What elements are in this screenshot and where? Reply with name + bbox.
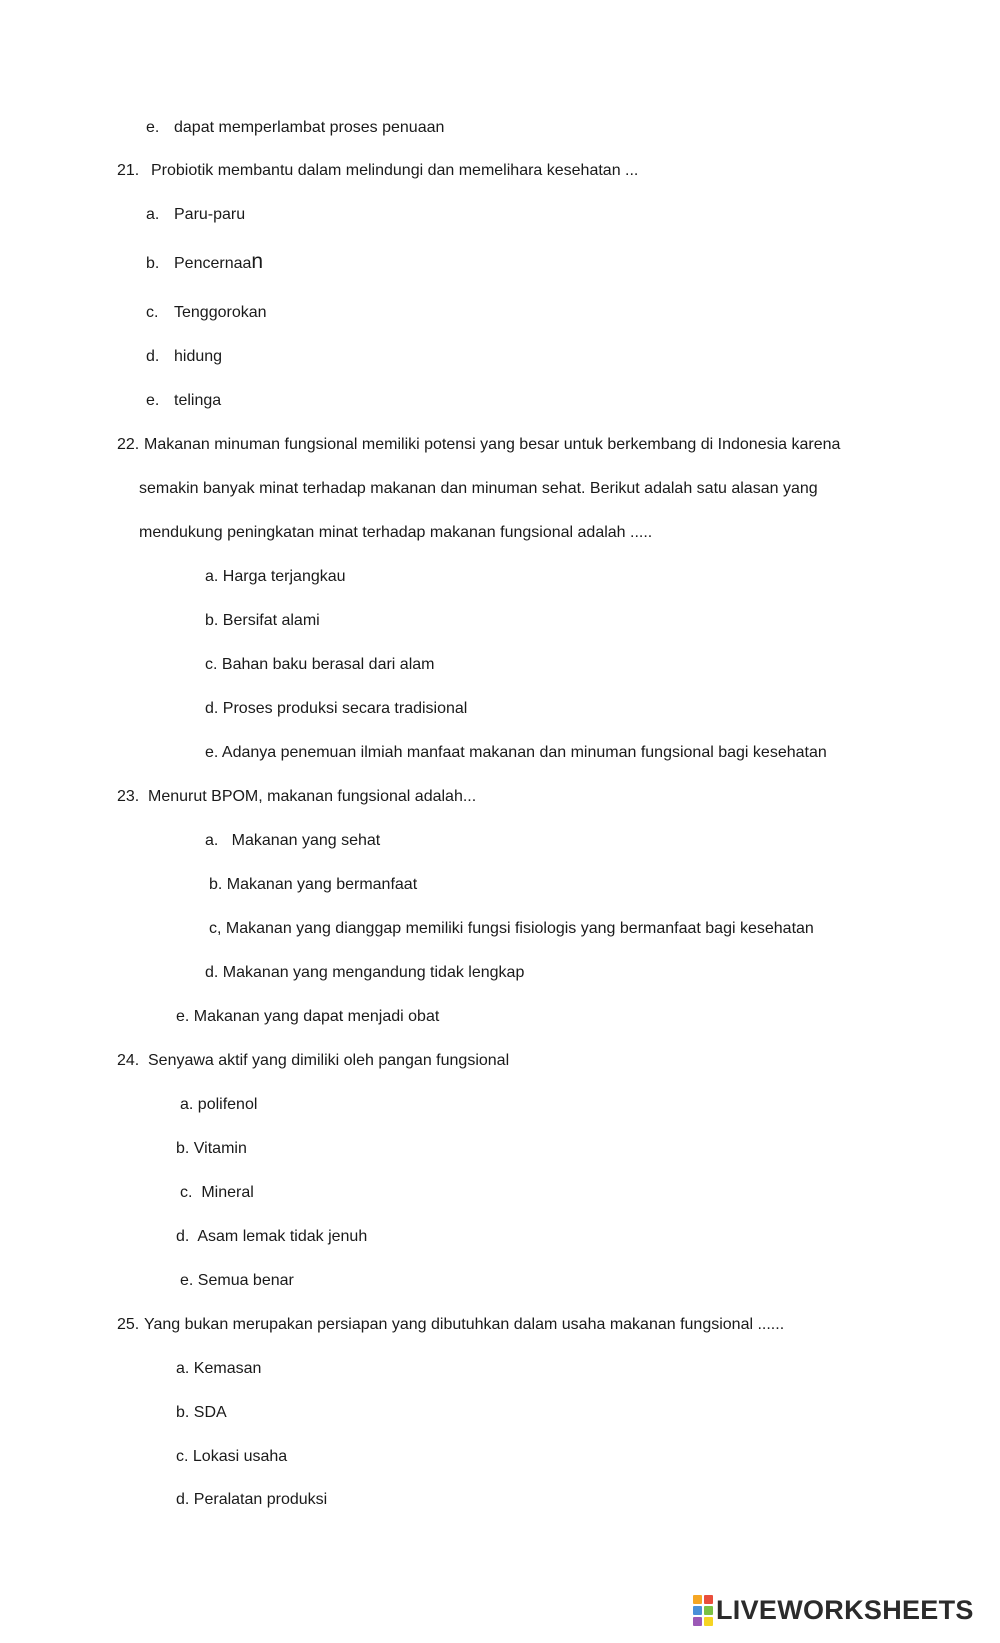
- question-text: Yang bukan merupakan persiapan yang dibutuhkan dalam usaha makanan fungsional ......: [144, 1316, 785, 1333]
- q24-option-d: d. Asam lemak tidak jenuh: [176, 1228, 368, 1245]
- option-marker: a.: [146, 206, 160, 223]
- q21-option-a: [146, 205, 245, 225]
- option-text: Pencernaa: [174, 255, 252, 272]
- q21-option-e: [146, 391, 221, 411]
- q22-option-d: d. Proses produksi secara tradisional: [205, 700, 468, 717]
- question-22: [117, 435, 840, 455]
- q22-option-a: a. Harga terjangkau: [205, 568, 346, 585]
- q25-option-b: b. SDA: [176, 1404, 227, 1421]
- logo-square: [704, 1617, 713, 1626]
- question-text-line-1: Makanan minuman fungsional memiliki potensi yang besar untuk berkembang di Indonesia karena: [144, 436, 841, 453]
- question-number: 23.: [117, 788, 140, 805]
- question-text: Senyawa aktif yang dimiliki oleh pangan fungsional: [148, 1052, 510, 1069]
- q22-option-c: c. Bahan baku berasal dari alam: [205, 656, 435, 673]
- question-25: [117, 1315, 784, 1335]
- question-text: Menurut BPOM, makanan fungsional adalah...: [148, 788, 477, 805]
- prev-option-e: [146, 118, 444, 138]
- question-number: 22.: [117, 436, 140, 453]
- question-number: 21.: [117, 162, 140, 179]
- q21-option-b: [146, 252, 263, 274]
- q21-option-d: [146, 347, 222, 367]
- logo-square: [693, 1606, 702, 1615]
- option-marker: b.: [146, 255, 160, 272]
- q24-option-e: e. Semua benar: [180, 1272, 294, 1289]
- liveworksheets-logo: [693, 1595, 974, 1625]
- option-text: Paru-paru: [174, 206, 246, 223]
- q23-option-d: d. Makanan yang mengandung tidak lengkap: [205, 964, 525, 981]
- option-text: dapat memperlambat proses penuaan: [174, 119, 445, 136]
- q22-option-e: e. Adanya penemuan ilmiah manfaat makanan dan minuman fungsional bagi kesehatan: [205, 744, 827, 761]
- option-marker: d.: [146, 348, 160, 365]
- q24-option-c: c. Mineral: [180, 1184, 254, 1201]
- liveworksheets-logo-icon: [693, 1595, 713, 1626]
- q23-option-a: a. Makanan yang sehat: [205, 832, 381, 849]
- option-text: Tenggorokan: [174, 304, 267, 321]
- q23-option-b: b. Makanan yang bermanfaat: [209, 876, 418, 893]
- option-text: telinga: [174, 392, 222, 409]
- q23-option-c: c, Makanan yang dianggap memiliki fungsi fisiologis yang bermanfaat bagi kesehatan: [209, 920, 814, 937]
- q21-option-c: [146, 303, 267, 323]
- q24-option-a: a. polifenol: [180, 1096, 258, 1113]
- q25-option-d: d. Peralatan produksi: [176, 1491, 328, 1508]
- question-number: 25.: [117, 1316, 140, 1333]
- option-marker: e.: [146, 392, 160, 409]
- option-text-tail: n: [251, 250, 264, 273]
- q23-option-e: e. Makanan yang dapat menjadi obat: [176, 1008, 440, 1025]
- question-24: [117, 1051, 509, 1071]
- option-marker: c.: [146, 304, 159, 321]
- option-text: hidung: [174, 348, 223, 365]
- q24-option-b: b. Vitamin: [176, 1140, 247, 1157]
- q25-option-a: a. Kemasan: [176, 1360, 262, 1377]
- logo-square: [704, 1606, 713, 1615]
- question-22-line-3: mendukung peningkatan minat terhadap makanan fungsional adalah .....: [139, 524, 653, 541]
- logo-text: LIVEWORKSHEETS: [716, 1594, 974, 1625]
- question-23: [117, 787, 476, 807]
- logo-square: [693, 1595, 702, 1604]
- logo-square: [693, 1617, 702, 1626]
- q22-option-b: b. Bersifat alami: [205, 612, 320, 629]
- question-text: Probiotik membantu dalam melindungi dan memelihara kesehatan ...: [151, 162, 639, 179]
- question-21: [117, 161, 638, 181]
- option-marker: e.: [146, 119, 160, 136]
- question-22-line-2: semakin banyak minat terhadap makanan dan minuman sehat. Berikut adalah satu alasan yang: [139, 480, 818, 497]
- question-number: 24.: [117, 1052, 140, 1069]
- q25-option-c: c. Lokasi usaha: [176, 1448, 288, 1465]
- logo-square: [704, 1595, 713, 1604]
